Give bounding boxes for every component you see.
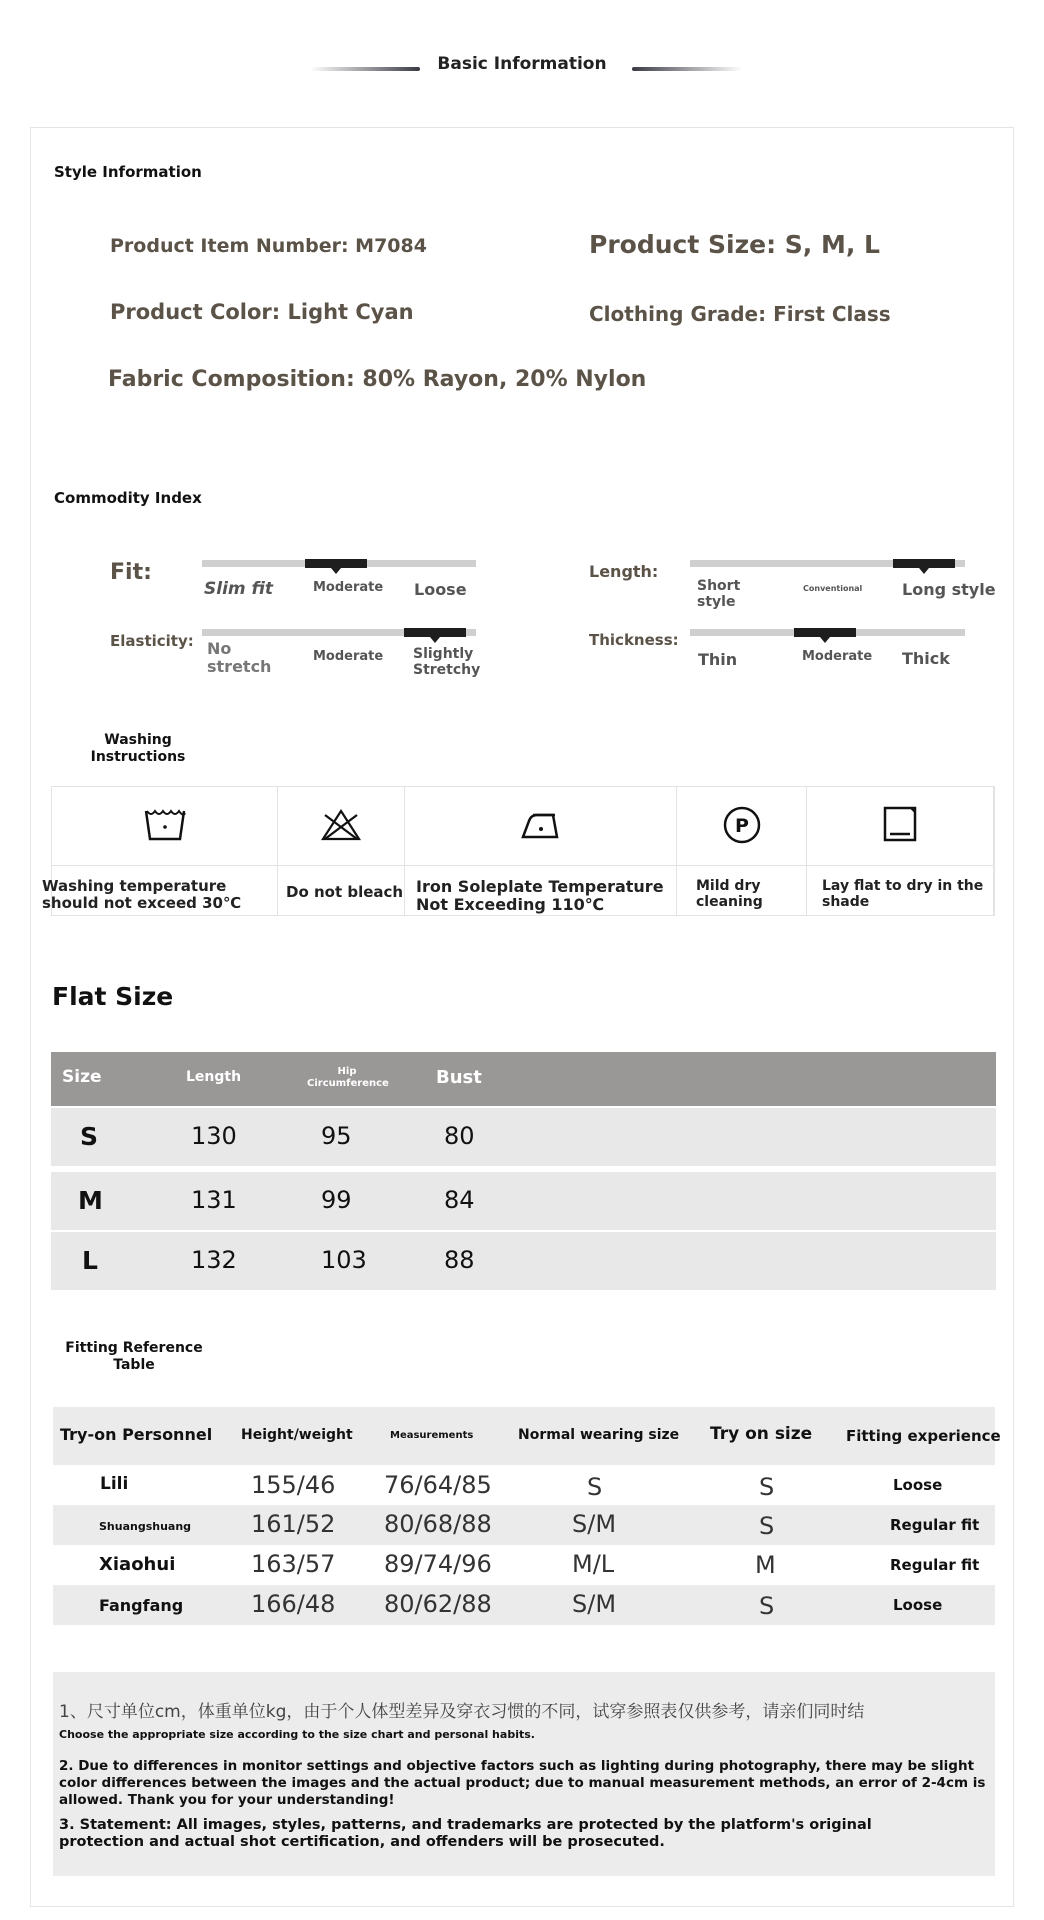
notes-box [53,1672,995,1876]
thickness-option-2: Moderate [802,649,873,664]
header-fitting-experience: Fitting experience [846,1427,1001,1445]
note-1: 1、尺寸单位cm，体重单位kg，由于个人体型差异及穿衣习惯的不同，试穿参照表仅供参考，请亲们同时结 [59,1702,865,1722]
length-option-2: Conventional [803,584,863,593]
cell-fitting-experience: Loose [893,1596,943,1614]
wash-text-2: Do not bleach [286,883,404,901]
cell-try-on-size: S [759,1592,775,1620]
elasticity-scale [202,629,476,636]
cell-hip: 95 [321,1122,352,1150]
no-bleach-icon [319,805,363,849]
cell-normal-size: S/M [572,1510,617,1538]
header-height-weight: Height/weight [241,1427,353,1443]
header-size: Size [62,1067,102,1087]
style-info-title: Style Information [54,163,202,181]
cell-normal-size: S/M [572,1590,617,1618]
cell-size: L [82,1246,98,1275]
iron-icon [519,805,563,849]
thickness-label: Thickness: [589,631,679,649]
page-title: Basic Information [437,54,607,74]
thickness-marker [794,628,856,637]
cell-length: 130 [191,1122,237,1150]
fit-option-2: Moderate [313,580,384,595]
fit-scale [202,560,476,567]
svg-text:P: P [734,815,749,837]
header-measurements: Measurements [390,1430,474,1441]
cell-height-weight: 163/57 [251,1550,336,1578]
flat-size-header [51,1052,996,1106]
table-row [51,1172,996,1230]
cell-size: M [78,1186,103,1215]
header-try-on-size: Try on size [710,1424,813,1444]
cell-normal-size: M/L [572,1550,615,1578]
fabric-composition: Fabric Composition: 80% Rayon, 20% Nylon [108,367,647,392]
header-personnel: Try-on Personnel [60,1425,213,1444]
thickness-option-1: Thin [698,650,738,669]
commodity-index-title: Commodity Index [54,489,202,507]
length-scale [690,560,965,567]
length-option-3: Long style [902,580,996,599]
dry-clean-icon [720,805,764,849]
elasticity-marker [404,628,466,637]
length-option-1: Short style [697,578,741,611]
cell-height-weight: 155/46 [251,1471,336,1499]
header-hip: Hip Circumference [307,1066,389,1089]
cell-fitting-experience: Regular fit [890,1556,980,1574]
cell-fitting-experience: Regular fit [890,1516,980,1534]
elasticity-label: Elasticity: [110,632,194,650]
elasticity-option-3: Slightly Stretchy [413,646,481,679]
wash-text-4: Mild dry cleaning [696,878,763,911]
length-label: Length: [589,562,659,581]
product-size: Product Size: S, M, L [589,230,880,259]
cell-try-on-size: S [759,1473,775,1501]
fitting-header [53,1407,1001,1465]
cell-measurements: 80/62/88 [384,1590,492,1618]
header-normal-size: Normal wearing size [518,1427,680,1443]
cell-measurements: 89/74/96 [384,1550,492,1578]
header-bust: Bust [436,1067,482,1088]
length-marker [893,559,955,568]
fit-option-3: Loose [414,580,467,599]
note-1b: Choose the appropriate size according to the size chart and personal habits. [59,1728,535,1741]
cell-personnel: Lili [100,1474,129,1494]
cell-try-on-size: M [755,1551,776,1579]
wash-30-icon [143,805,187,849]
header-line-right [632,67,742,71]
cell-height-weight: 161/52 [251,1510,336,1538]
table-row [51,1108,996,1166]
table-row [53,1545,995,1585]
content-frame [30,127,1014,1907]
header-length: Length [186,1069,242,1085]
wash-text-1: Washing temperature should not exceed 30℃ [42,877,242,913]
cell-normal-size: S [587,1473,603,1501]
table-row [53,1465,995,1505]
cell-bust: 84 [444,1186,475,1214]
cell-measurements: 80/68/88 [384,1510,492,1538]
cell-hip: 103 [321,1246,367,1274]
table-row [53,1585,995,1625]
cell-bust: 80 [444,1122,475,1150]
flat-dry-shade-icon [878,805,922,849]
cell-personnel: Xiaohui [99,1554,176,1575]
cell-length: 132 [191,1246,237,1274]
fit-option-1: Slim fit [204,579,274,599]
thickness-scale [690,629,965,636]
cell-fitting-experience: Loose [893,1476,943,1494]
cell-size: S [80,1122,99,1151]
thickness-option-3: Thick [902,649,950,668]
washing-table-divider [52,865,994,866]
note-2: 2. Due to differences in monitor settings and objective factors such as lighting during photography, there may be slight color differences between the images and the actual product; due to manual measurement methods, an error of 2-4cm is allowed. Thank you for your understanding! [59,1758,986,1808]
washing-title: Washing Instructions [90,732,186,765]
fit-label: Fit: [110,560,152,585]
flat-size-title: Flat Size [52,982,174,1011]
elasticity-option-1: No stretch [207,639,272,677]
clothing-grade: Clothing Grade: First Class [589,302,891,326]
wash-text-5: Lay flat to dry in the shade [822,878,984,911]
cell-personnel: Shuangshuang [99,1520,192,1533]
cell-height-weight: 166/48 [251,1590,336,1618]
table-row [53,1505,995,1545]
fitting-title: Fitting Reference Table [65,1340,203,1373]
product-color: Product Color: Light Cyan [110,300,414,324]
table-row [51,1232,996,1290]
cell-personnel: Fangfang [99,1596,184,1615]
header-line-left [310,67,420,71]
elasticity-option-2: Moderate [313,649,384,664]
cell-try-on-size: S [759,1512,775,1540]
fit-marker [305,559,367,568]
wash-text-3: Iron Soleplate Temperature Not Exceeding 110℃ [416,877,664,915]
cell-measurements: 76/64/85 [384,1471,492,1499]
note-3: 3. Statement: All images, styles, patterns, and trademarks are protected by the platform's original protection and actual shot certification, and offenders will be prosecuted. [59,1817,872,1851]
item-number: Product Item Number: M7084 [110,235,427,257]
cell-hip: 99 [321,1186,352,1214]
cell-length: 131 [191,1186,237,1214]
cell-bust: 88 [444,1246,475,1274]
